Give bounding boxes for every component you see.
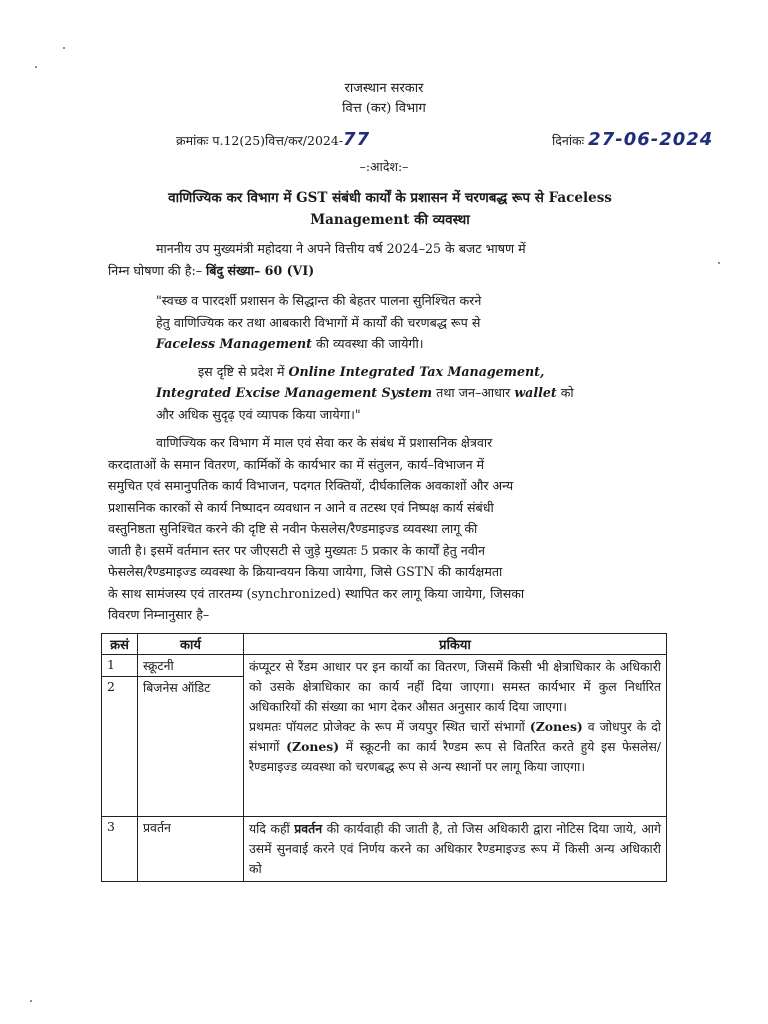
process-text: कंप्यूटर से रैंडम आधार पर इन कार्यो का वितरण, जिसमें किसी भी क्षेत्राधिकार के अधिकारी को उसके क्षेत्राधिकार का कार्य नहीं दिया जाएगा। समस्त कार्यभार में कुल निर्धारित अधिकारियों की संख्या का भाग देकर औसत अनुसार कार्य दिया जाएगा। xyxy=(249,659,661,714)
process-text: प्रथमतः पॉयलट प्रोजेक्ट के रूप में जयपुर स्थित चारों संभागों xyxy=(249,719,530,734)
process-cell xyxy=(244,655,667,817)
paragraph-line: के साथ सामंजस्य एवं तारतम्य (synchronized) स्थापित कर लागू किया जायेगा, जिसका xyxy=(108,585,525,601)
paragraph-line: करदाताओं के समान वितरण, कार्मिकों के कार्यभार का में संतुलन, कार्य–विभाजन में xyxy=(108,456,485,472)
subject-line: वाणिज्यिक कर विभाग में GST संबंधी कार्यों के प्रशासन में चरणबद्ध रूप से Faceless xyxy=(168,190,612,206)
scan-speck xyxy=(718,262,720,264)
quote-line xyxy=(156,361,668,383)
quote-emphasis: wallet xyxy=(514,385,557,400)
quote-line: और अधिक सुदृढ़ एवं व्यापक किया जायेगा।" xyxy=(156,406,361,422)
header-process: प्रकिया xyxy=(244,634,667,655)
work-cell: प्रवर्तन xyxy=(138,817,244,882)
scan-speck xyxy=(30,1000,32,1002)
government-name: राजस्थान सरकार xyxy=(344,81,424,96)
work-cell: स्क्रूटनी xyxy=(138,655,244,677)
quote-text: की व्यवस्था की जायेगी। xyxy=(312,336,424,351)
paragraph-line: विवरण निम्नानुसार है– xyxy=(108,607,210,622)
serial-cell: 3 xyxy=(102,817,138,882)
date-line xyxy=(552,129,713,150)
paragraph-line: फेसलेस/रैण्डमाइज्ड व्यवस्था के क्रियान्वयन किया जायेगा, जिसे GSTN की कार्यक्षमता xyxy=(108,564,503,579)
paragraph-line: माननीय उप मुख्यमंत्री महोदया ने अपने वित्तीय वर्ष 2024–25 के बजट भाषण में xyxy=(156,241,526,256)
work-cell: बिजनेस ऑडिट xyxy=(138,677,244,817)
process-table xyxy=(101,633,667,882)
process-text: व जोधपुर के दो संभागों xyxy=(249,719,661,754)
paragraph-text: निम्न घोषणा की है:– xyxy=(108,262,203,278)
budget-quote xyxy=(156,290,668,425)
table-row xyxy=(102,817,667,882)
quote-emphasis: Online Integrated Tax Management, xyxy=(288,363,545,379)
header-serial: क्रसं xyxy=(102,634,138,655)
zones-term: (Zones) xyxy=(286,739,340,754)
scan-speck xyxy=(35,66,37,68)
table-header-row xyxy=(102,634,667,655)
paragraph-line: समुचित एवं समानुपतिक कार्य विभाजन, पदगत रिक्तियों, दीर्घकालिक अवकाशों और अन्य xyxy=(108,478,514,493)
quote-text: इस दृष्टि से प्रदेश में xyxy=(198,363,289,379)
quote-line: "स्वच्छ व पारदर्शी प्रशासन के सिद्धान्त की बेहतर पालना सुनिश्चित करने xyxy=(156,293,482,308)
date-handwritten: 27-06-2024 xyxy=(588,129,714,150)
paragraph-line: वस्तुनिष्ठता सुनिश्चित करने की दृष्टि से नवीन फेसलेस/रैण्डमाइज्ड व्यवस्था लागू की xyxy=(108,521,478,536)
quote-line xyxy=(156,382,668,404)
quote-emphasis: Faceless Management xyxy=(156,336,313,351)
process-cell xyxy=(244,817,667,882)
paragraph-line: प्रशासनिक कारकों से कार्य निष्पादन व्यवधान न आने व तटस्थ एवं निष्पक्ष कार्य संबंधी xyxy=(108,499,494,515)
paragraph-line xyxy=(108,260,668,282)
quote-line: हेतु वाणिज्यिक कर तथा आबकारी विभागों में कार्यों की चरणबद्ध रूप से xyxy=(156,314,481,330)
process-text: यदि कहीं xyxy=(249,821,295,836)
department-name: वित्त (कर) विभाग xyxy=(342,101,426,116)
reference-number-handwritten: 77 xyxy=(343,129,371,150)
subject xyxy=(110,187,670,231)
paragraph-line: वाणिज्यिक कर विभाग में माल एवं सेवा कर के संबंध में प्रशासनिक क्षेत्रवार xyxy=(156,435,493,450)
bullet-number: बिंदु संख्या– 60 (VI) xyxy=(206,262,315,278)
table-row xyxy=(102,655,667,677)
process-text: की कार्यवाही की जाती है, तो जिस अधिकारी द्वारा नोटिस दिया जाये, आगे उसमें सुनवाई करने एवं निर्णय करने का अधिकार रैण्डमाइज्ड रूप में किसी अन्य अधिकारी को xyxy=(249,821,661,876)
paragraph-implementation xyxy=(108,432,668,626)
serial-cell: 2 xyxy=(102,677,138,817)
serial-cell: 1 xyxy=(102,655,138,677)
reference-label: क्रमांकः प.12(25)वित्त/कर/2024- xyxy=(176,133,344,148)
subject-line: Management की व्यवस्था xyxy=(310,212,470,228)
reference-line xyxy=(176,129,370,150)
paragraph-line: जाती है। इसमें वर्तमान स्तर पर जीएसटी से जुड़े मुख्यतः 5 प्रकार के कार्यों हेतु नवीन xyxy=(108,542,486,558)
header-work: कार्य xyxy=(138,634,244,655)
quote-text: तथा जन–आधार xyxy=(432,385,515,400)
process-text: में स्क्रूटनी का कार्य रैण्डम रूप से वितरित करते हुये इस फेसलेस/रैण्डमाइज्ड व्यवस्था को चरणबद्ध रूप से अन्य स्थानों पर लागू किया जाएगा। xyxy=(249,739,662,774)
paragraph-budget-speech xyxy=(108,238,668,281)
quote-emphasis: Integrated Excise Management System xyxy=(156,385,433,400)
quote-line xyxy=(156,333,668,355)
zones-term: (Zones) xyxy=(529,719,583,734)
quote-text: को xyxy=(556,385,574,400)
order-title: –:आदेश:– xyxy=(359,159,409,174)
date-label: दिनांकः xyxy=(552,133,585,148)
process-emphasis: प्रवर्तन xyxy=(294,821,323,836)
process-text xyxy=(249,717,661,777)
scan-speck xyxy=(63,47,65,49)
